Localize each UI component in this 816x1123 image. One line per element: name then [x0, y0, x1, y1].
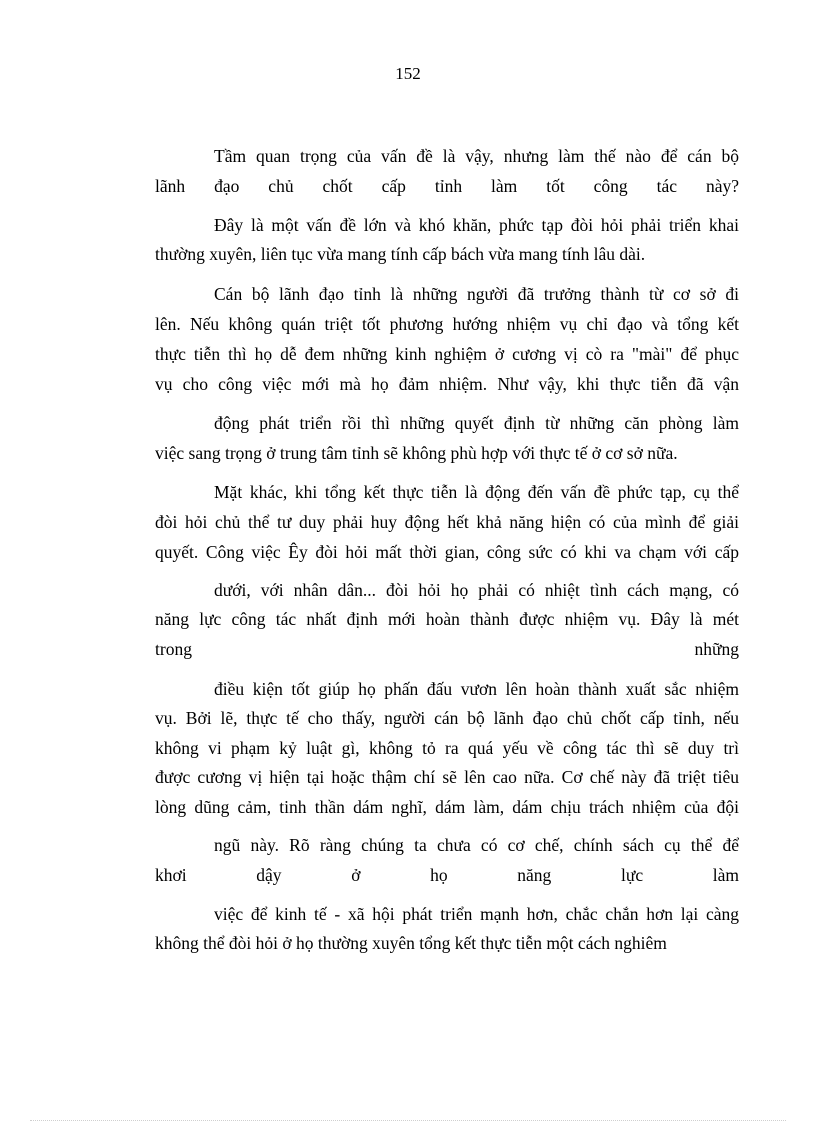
- text-line: điều kiện tốt giúp họ phấn đấu vươn lên hoàn thành xuất sắc nhiệm: [214, 679, 739, 699]
- text-line: việc để kinh tế - xã hội phát triển mạnh hơn, chắc chắn hơn lại càng: [214, 904, 739, 924]
- text-line: động phát triển rồi thì những quyết định từ những căn phòng làm: [214, 413, 739, 433]
- text-line: Mặt khác, khi tổng kết thực tiễn là động đến vấn đề phức tạp, cụ thể: [214, 482, 739, 502]
- text-line: không vi phạm kỷ luật gì, không tỏ ra quá yếu về công tác thì sẽ duy trì: [155, 738, 739, 758]
- page-number: 152: [395, 64, 421, 83]
- text-line: vụ cho công việc mới mà họ đảm nhiệm. Như vậy, khi thực tiễn đã vận: [155, 374, 739, 394]
- text-line: quyết. Công việc Êy đòi hỏi mất thời gian, công sức có khi va chạm với cấp: [155, 542, 739, 562]
- text-line: được cương vị hiện tại hoặc thậm chí sẽ lên cao nữa. Cơ chế này đã triệt tiêu: [155, 767, 739, 787]
- text-line: lãnh đạo chủ chốt cấp tỉnh làm tốt công tác này?: [155, 176, 739, 196]
- text-line: việc sang trọng ở trung tâm tỉnh sẽ không phù hợp với thực tế ở cơ sở nữa.: [155, 443, 678, 463]
- text-line: Đây là một vấn đề lớn và khó khăn, phức tạp đòi hỏi phải triển khai: [214, 215, 739, 235]
- text-line: trong những: [155, 639, 739, 659]
- text-line: khơi dậy ở họ năng lực làm: [155, 865, 739, 885]
- text-line: lên. Nếu không quán triệt tốt phương hướng nhiệm vụ chỉ đạo và tổng kết: [155, 314, 739, 334]
- text-line: ngũ này. Rõ ràng chúng ta chưa có cơ chế, chính sách cụ thể để: [214, 835, 739, 855]
- page-bottom-rule: [30, 1120, 786, 1121]
- text-line: Tầm quan trọng của vấn đề là vậy, nhưng làm thế nào để cán bộ: [214, 146, 739, 166]
- text-line: Cán bộ lãnh đạo tỉnh là những người đã trưởng thành từ cơ sở đi: [214, 284, 739, 304]
- text-line: lòng dũng cảm, tinh thần dám nghĩ, dám làm, dám chịu trách nhiệm của đội: [155, 797, 739, 817]
- text-line: đòi hỏi chủ thể tư duy phải huy động hết khả năng hiện có của mình để giải: [155, 512, 739, 532]
- text-line: không thể đòi hỏi ở họ thường xuyên tổng kết thực tiễn một cách nghiêm: [155, 933, 667, 953]
- text-line: dưới, với nhân dân... đòi hỏi họ phải có nhiệt tình cách mạng, có: [214, 580, 739, 600]
- text-line: năng lực công tác nhất định mới hoàn thành được nhiệm vụ. Đây là mét: [155, 609, 739, 629]
- text-line: thực tiễn thì họ dễ đem những kinh nghiệm ở cương vị cò ra "mài" để phục: [155, 344, 739, 364]
- text-line: thường xuyên, liên tục vừa mang tính cấp bách vừa mang tính lâu dài.: [155, 244, 646, 264]
- text-line: vụ. Bởi lẽ, thực tế cho thấy, người cán bộ lãnh đạo chủ chốt cấp tỉnh, nếu: [155, 708, 739, 728]
